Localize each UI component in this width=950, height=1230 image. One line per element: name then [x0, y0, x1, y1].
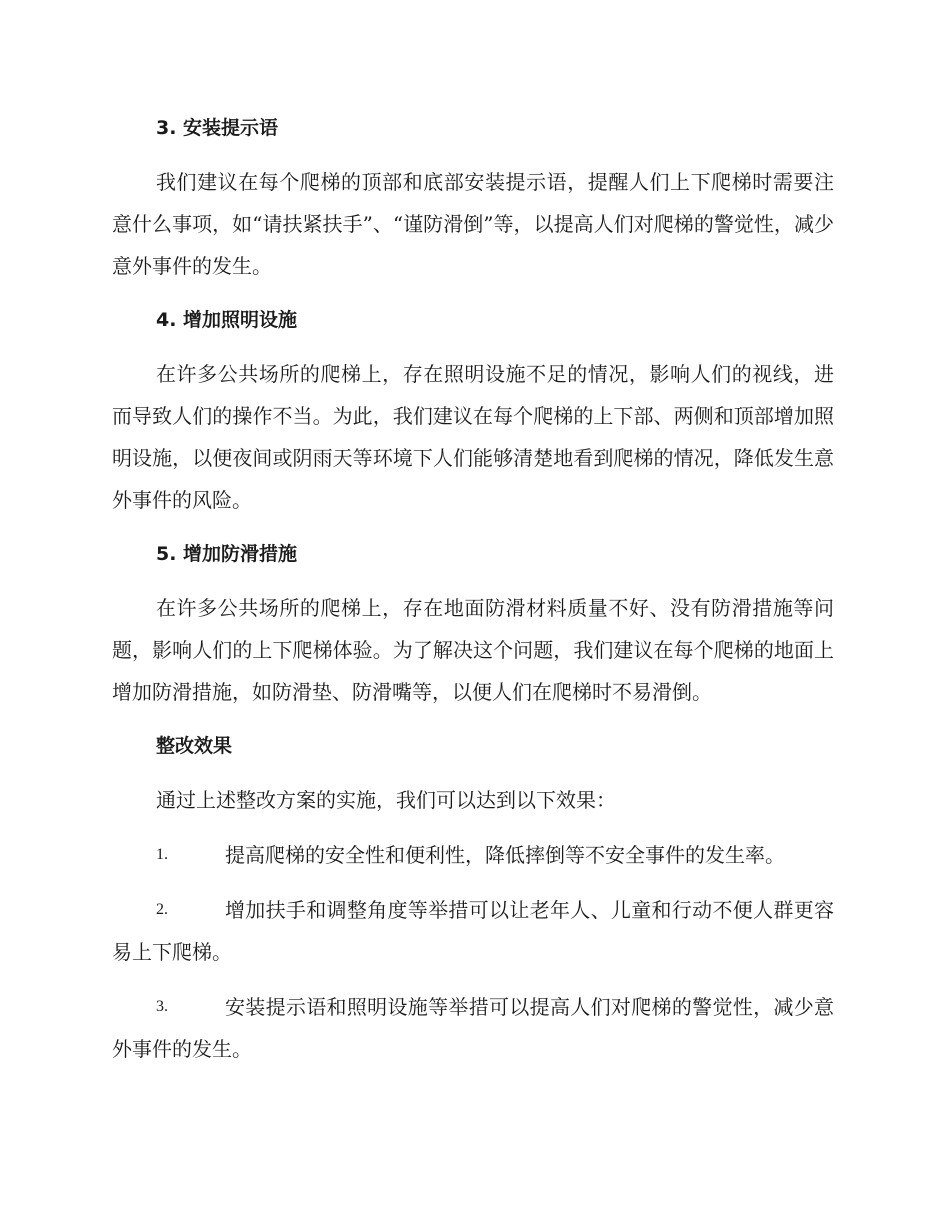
- section-heading-add-lighting: 4. 增加照明设施: [156, 309, 298, 331]
- effects-list-item: [112, 986, 834, 1070]
- section-heading-anti-slip: 5. 增加防滑措施: [156, 543, 298, 565]
- document-body: [112, 108, 834, 1083]
- section-heading-install-prompts: 3. 安装提示语: [156, 117, 279, 139]
- effects-heading: 整改效果: [156, 735, 233, 757]
- effects-list-item: [112, 834, 834, 876]
- section-paragraph-install-prompts: 我们建议在每个爬梯的顶部和底部安装提示语，提醒人们上下爬梯时需要注意什么事项，如“请扶紧扶手”、“谨防滑倒”等，以提高人们对爬梯的警觉性，减少意外事件的发生。: [112, 170, 834, 278]
- list-item-text: 安装提示语和照明设施等举措可以提高人们对爬梯的警觉性，减少意外事件的发生。: [112, 995, 834, 1061]
- section-paragraph-add-lighting: 在许多公共场所的爬梯上，存在照明设施不足的情况，影响人们的视线，进而导致人们的操作不当。为此，我们建议在每个爬梯的上下部、两侧和顶部增加照明设施，以便夜间或阴雨天等环境下人们能够清楚地看到爬梯的情况，降低发生意外事件的风险。: [112, 362, 834, 512]
- effects-list-item: [112, 889, 834, 973]
- section-paragraph-anti-slip: 在许多公共场所的爬梯上，存在地面防滑材料质量不好、没有防滑措施等问题，影响人们的上下爬梯体验。为了解决这个问题，我们建议在每个爬梯的地面上增加防滑措施，如防滑垫、防滑嘴等，以便人们在爬梯时不易滑倒。: [112, 596, 834, 704]
- list-item-text: 增加扶手和调整角度等举措可以让老年人、儿童和行动不便人群更容易上下爬梯。: [112, 898, 834, 964]
- list-item-number: 3.: [156, 998, 168, 1015]
- list-item-number: 1.: [156, 846, 168, 863]
- list-item-number: 2.: [156, 901, 168, 918]
- effects-intro: 通过上述整改方案的实施，我们可以达到以下效果：: [156, 788, 616, 812]
- list-item-text: 提高爬梯的安全性和便利性，降低摔倒等不安全事件的发生率。: [225, 843, 785, 867]
